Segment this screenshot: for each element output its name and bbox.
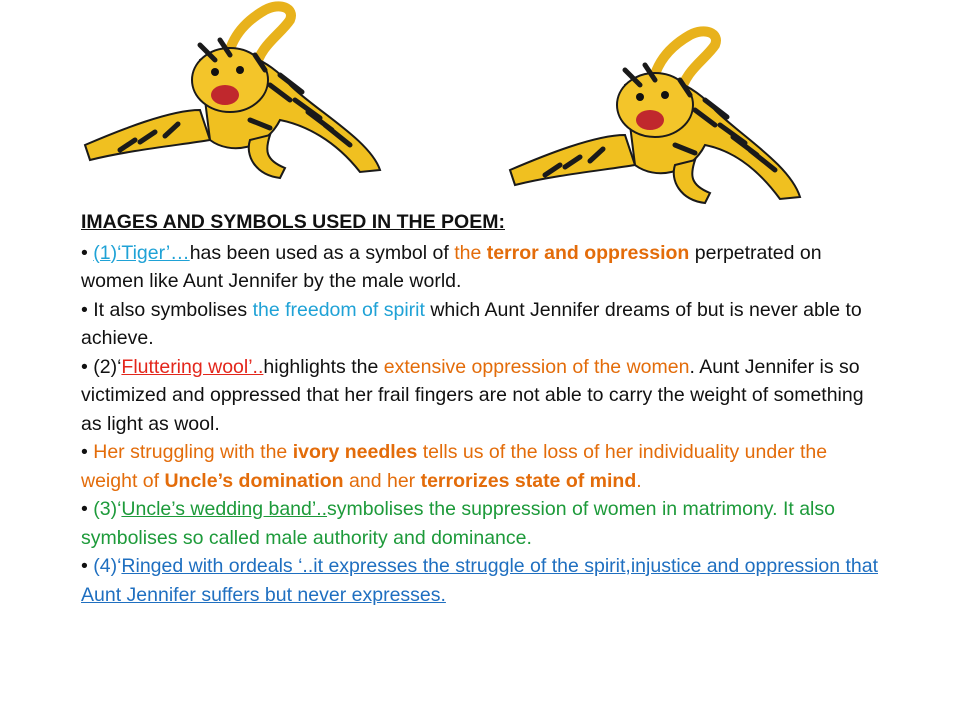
tiger-icon xyxy=(510,31,800,203)
text: the freedom of spirit xyxy=(252,298,425,321)
bullet-wedding-band xyxy=(81,495,881,552)
text: terror and oppression xyxy=(486,241,690,264)
tiger-image-right xyxy=(505,0,805,210)
bullet-needles xyxy=(81,438,881,495)
text: the xyxy=(454,241,487,264)
text: symbolises the suppression of women in matrimony. It also symbolises so called male authority and dominance. xyxy=(81,498,835,549)
bullet-marker: • xyxy=(81,555,94,577)
text: ivory needles xyxy=(292,441,418,463)
bullet-marker: • xyxy=(81,498,94,520)
text: highlights the xyxy=(263,355,384,378)
fluttering-wool-link[interactable]: Fluttering wool’.. xyxy=(121,355,264,378)
bullet-wool xyxy=(81,353,881,439)
text: has been used as a symbol of xyxy=(189,241,455,264)
text: extensive oppression of the women xyxy=(383,355,690,378)
bullet-ordeals xyxy=(81,552,881,609)
poem-notes xyxy=(81,208,881,609)
ordeals-link[interactable]: Ringed with ordeals ‘..it expresses the struggle of the spirit,injustice and oppression that Aunt Jennifer suffers but never expresses. xyxy=(81,555,878,606)
tiger-icon xyxy=(85,6,380,178)
bullet-marker: • xyxy=(81,241,94,264)
text: (3)‘ xyxy=(93,498,122,520)
text: which Aunt Jennifer dreams of but is never able to achieve. xyxy=(81,298,862,349)
wedding-band-link[interactable]: Uncle’s wedding band’.. xyxy=(121,498,328,520)
bullet-marker: • xyxy=(81,441,94,463)
tiger-image-left xyxy=(80,0,385,180)
text: It also symbolises xyxy=(93,298,253,321)
text: perpetrated on women like Aunt Jennifer by the male world. xyxy=(81,241,822,292)
text: (2)‘ xyxy=(93,355,122,378)
text: . xyxy=(636,469,642,492)
section-heading: IMAGES AND SYMBOLS USED IN THE POEM: xyxy=(81,211,505,233)
text: tells us of the loss of her individuality under the weight of xyxy=(81,441,828,492)
text: (4)‘ xyxy=(93,555,122,577)
text: . Aunt Jennifer is so victimized and oppressed that her frail fingers are not able to carry the weight of something as light as wool. xyxy=(81,355,864,435)
text: Her struggling with the xyxy=(93,441,293,463)
tiger-link[interactable]: (1)‘Tiger’… xyxy=(93,241,190,264)
text: and her xyxy=(343,469,421,492)
bullet-marker: • xyxy=(81,298,94,321)
text: terrorizes state of mind xyxy=(420,469,637,492)
bullet-freedom xyxy=(81,296,881,353)
bullet-marker: • xyxy=(81,355,94,378)
text: Uncle’s domination xyxy=(164,469,344,492)
bullet-tiger xyxy=(81,239,881,296)
